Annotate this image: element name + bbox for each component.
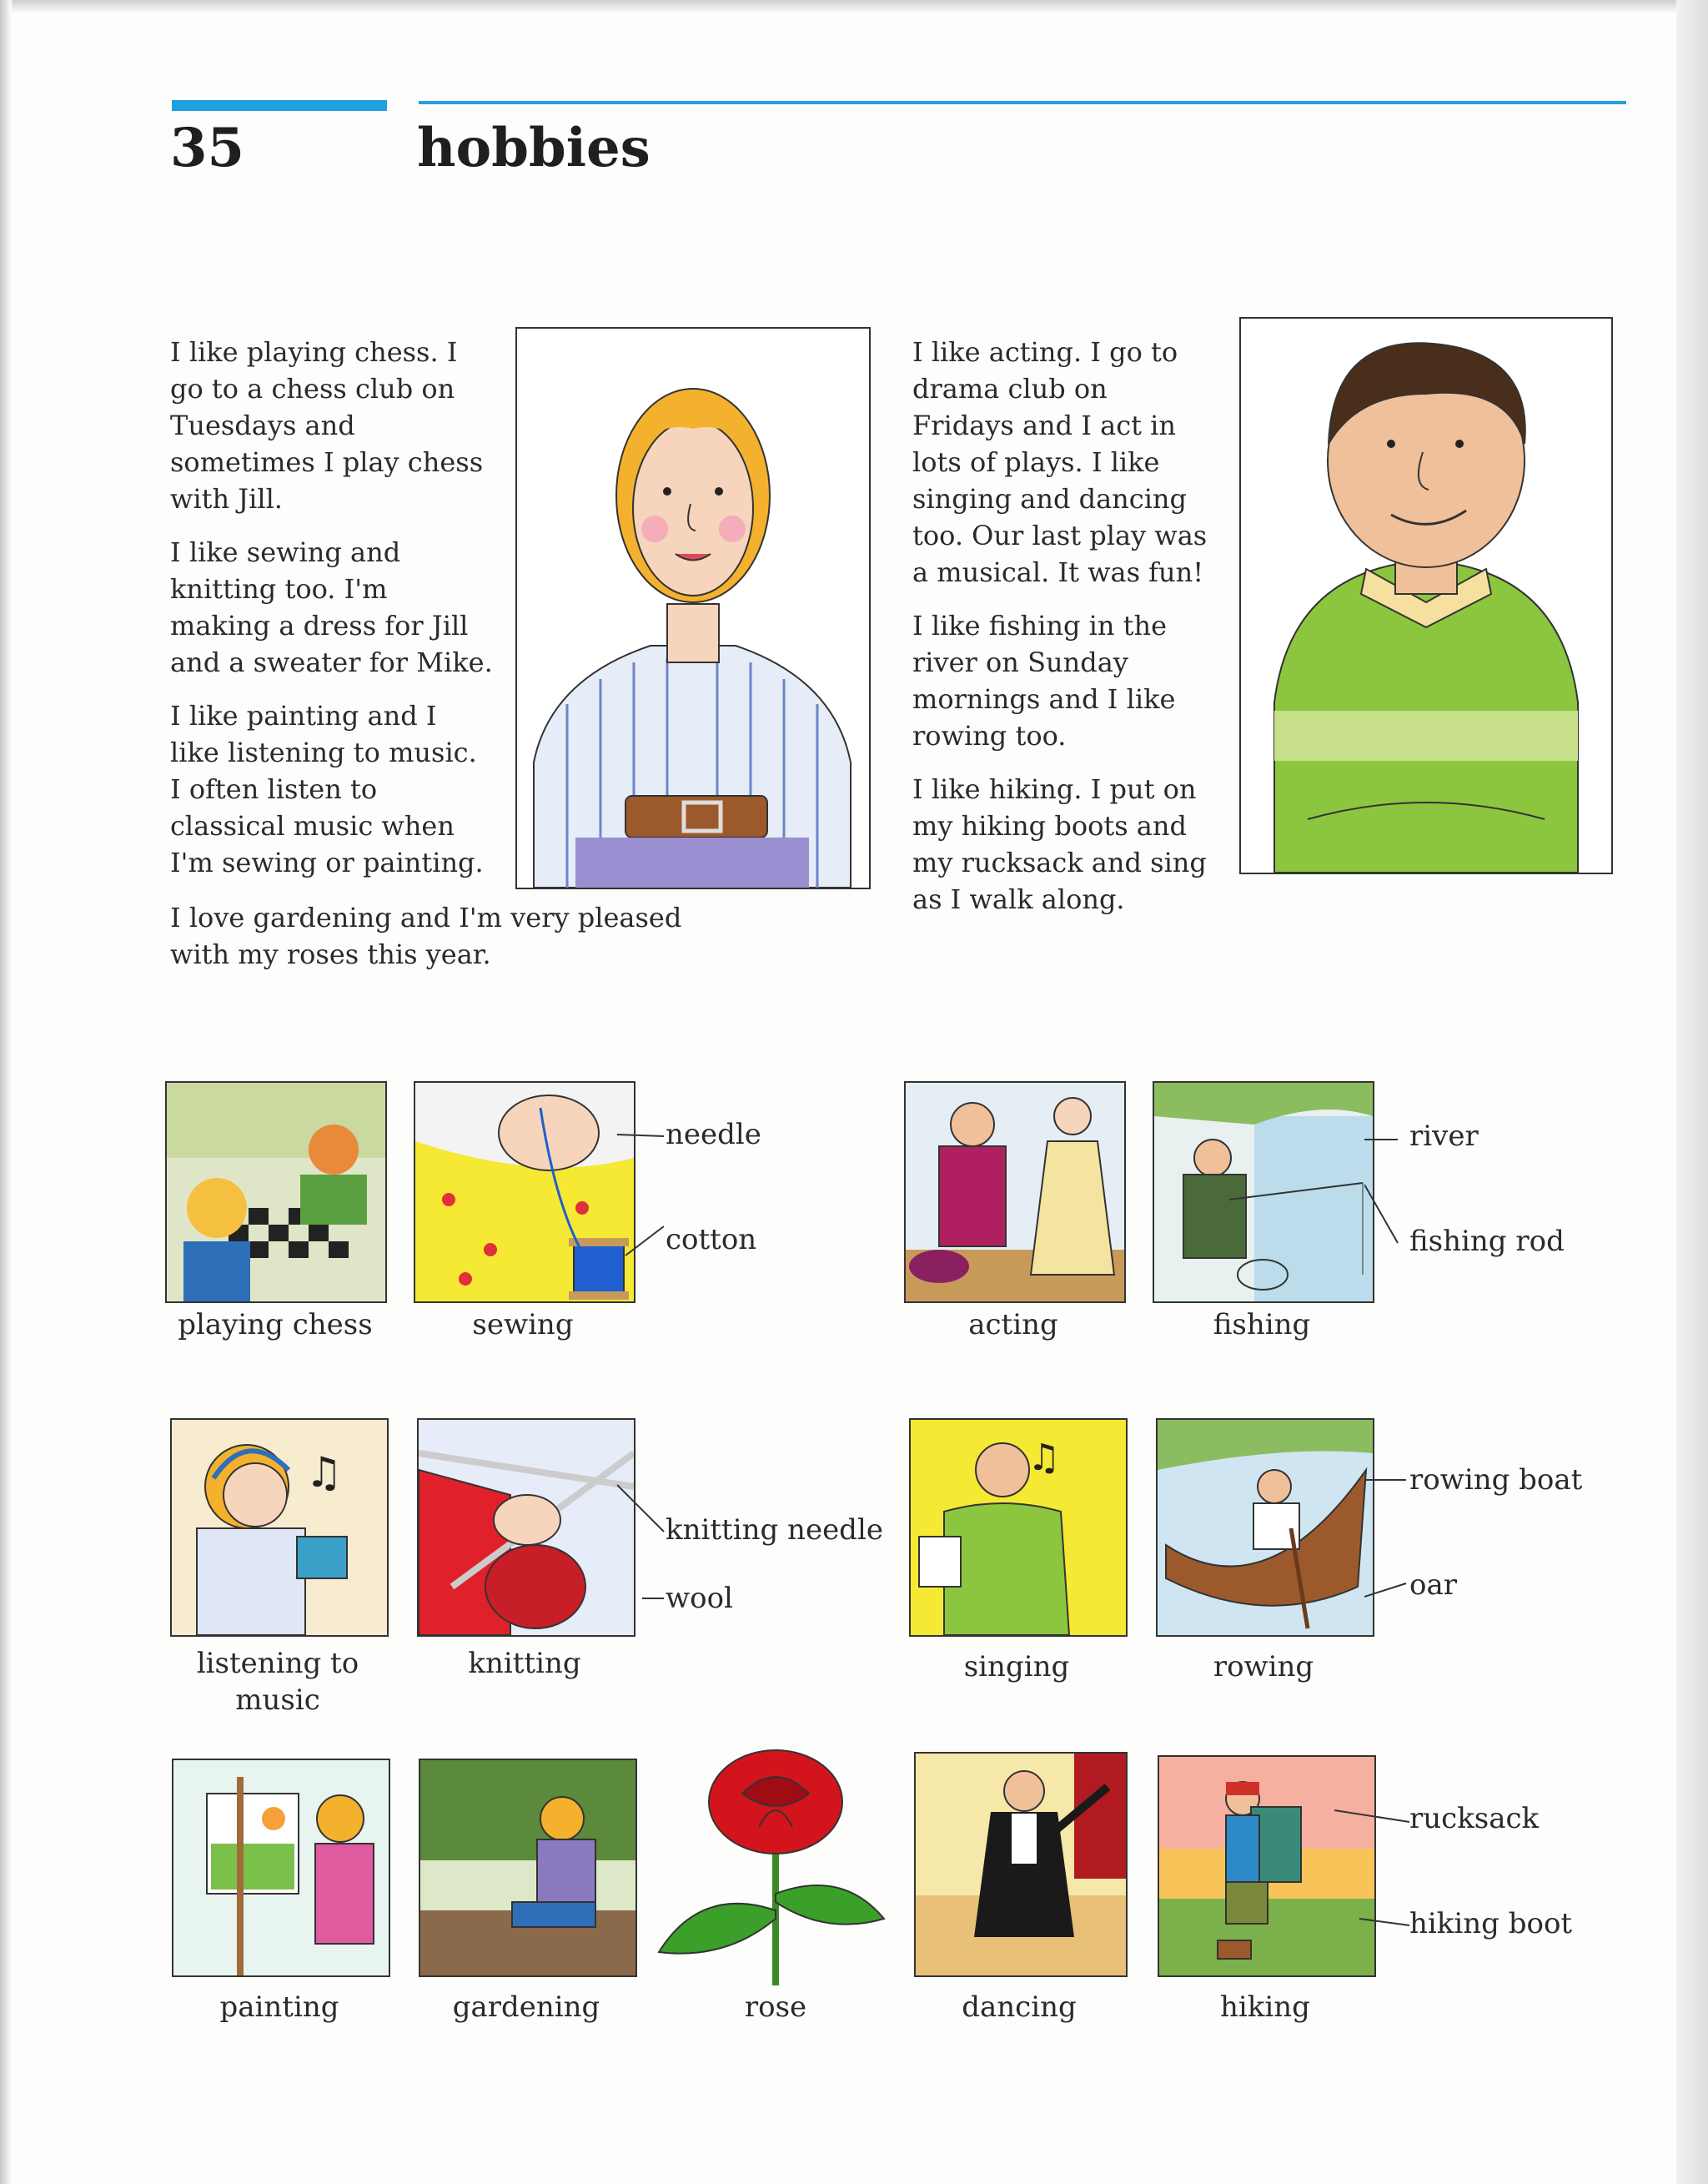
rose-picture	[651, 1744, 901, 1985]
man-text	[912, 334, 1246, 918]
oar-label: oar	[1409, 1568, 1457, 1602]
fishing-icon	[1154, 1083, 1373, 1301]
woman-portrait-illustration	[517, 329, 869, 888]
woman-paragraph-sewing: I like sewing and knitting too. I'm making a dress for Jill and a sweater for Mike.	[170, 536, 493, 678]
man-portrait	[1239, 317, 1613, 874]
sewing-icon	[415, 1083, 634, 1301]
knitting-needle-label: knitting needle	[666, 1513, 883, 1547]
sewing-picture	[414, 1081, 635, 1303]
headphones-icon	[172, 1420, 387, 1635]
man-paragraph-fishing: I like fishing in the river on Sunday mornings and I like rowing too.	[912, 610, 1176, 752]
woman-paragraph-gardening: I love gardening and I'm very pleased with my roses this year.	[170, 902, 682, 970]
rowing-caption: rowing	[1213, 1650, 1314, 1683]
rowing-picture	[1156, 1418, 1374, 1637]
page-left-edge	[0, 0, 12, 2184]
sewing-leaders	[617, 1118, 667, 1260]
svg-text:♫: ♫	[305, 1448, 343, 1497]
singing-caption: singing	[963, 1650, 1070, 1683]
svg-text:♫: ♫	[1027, 1437, 1061, 1479]
page-right-edge	[1676, 0, 1708, 2184]
acting-picture	[904, 1081, 1126, 1303]
dancing-caption: dancing	[962, 1990, 1077, 2024]
page-top-edge	[0, 0, 1708, 13]
man-paragraph-acting: I like acting. I go to drama club on Fridays and I act in lots of plays. I like singing and dancing too. Our last play was a musical. It was fun!	[912, 336, 1208, 588]
page-title: hobbies	[417, 117, 651, 179]
rucksack-label: rucksack	[1409, 1802, 1540, 1835]
cotton-label: cotton	[666, 1223, 757, 1256]
woman-paragraph-chess: I like playing chess. I go to a chess club on Tuesdays and sometimes I play chess with Jill.	[170, 336, 484, 515]
knitting-caption: knitting	[468, 1647, 581, 1680]
listening-to-music-picture	[170, 1418, 389, 1637]
needle-label: needle	[666, 1118, 761, 1151]
fishing-caption: fishing	[1213, 1308, 1311, 1341]
knitting-leaders	[617, 1452, 667, 1610]
fishing-rod-label: fishing rod	[1409, 1225, 1565, 1258]
woman-paragraph-painting: I like painting and I like listening to music. I often listen to classical music when I'm sewing or painting.	[170, 700, 484, 878]
painting-caption: painting	[219, 1990, 339, 2024]
gardening-icon	[420, 1760, 635, 1975]
playing-chess-picture	[165, 1081, 387, 1303]
painting-picture	[172, 1759, 390, 1977]
singing-icon	[911, 1420, 1126, 1635]
listening-to-music-caption: listening to music	[196, 1647, 359, 1717]
rowing-boat-icon	[1158, 1420, 1373, 1635]
sewing-caption: sewing	[472, 1308, 574, 1341]
man-portrait-illustration	[1241, 319, 1611, 873]
rose-caption: rose	[744, 1990, 807, 2024]
woman-portrait	[515, 327, 871, 889]
knitting-picture	[417, 1418, 635, 1637]
theatre-masks-icon	[906, 1083, 1124, 1301]
fishing-picture	[1153, 1081, 1374, 1303]
easel-icon	[173, 1760, 389, 1975]
dancing-picture	[914, 1752, 1128, 1977]
man-paragraph-hiking: I like hiking. I put on my hiking boots and my rucksack and sing as I walk along.	[912, 773, 1207, 915]
woman-text-gardening	[170, 899, 754, 973]
wool-label: wool	[666, 1582, 733, 1615]
header-accent-bar	[172, 100, 387, 111]
singing-picture	[909, 1418, 1128, 1637]
dancing-icon	[916, 1754, 1126, 1975]
knitting-icon	[419, 1420, 634, 1635]
gardening-picture	[419, 1759, 637, 1977]
rowing-boat-label: rowing boat	[1409, 1463, 1583, 1497]
playing-chess-caption: playing chess	[178, 1308, 373, 1341]
page-number: 35	[170, 117, 245, 179]
hiking-boot-label: hiking boot	[1409, 1907, 1573, 1940]
header-rule	[419, 101, 1626, 104]
gardening-caption: gardening	[452, 1990, 600, 2024]
chess-icon	[167, 1083, 385, 1301]
hiking-caption: hiking	[1220, 1990, 1310, 2024]
woman-text	[170, 334, 512, 881]
acting-caption: acting	[968, 1308, 1058, 1341]
rose-icon	[651, 1744, 901, 1985]
river-label: river	[1409, 1120, 1479, 1153]
